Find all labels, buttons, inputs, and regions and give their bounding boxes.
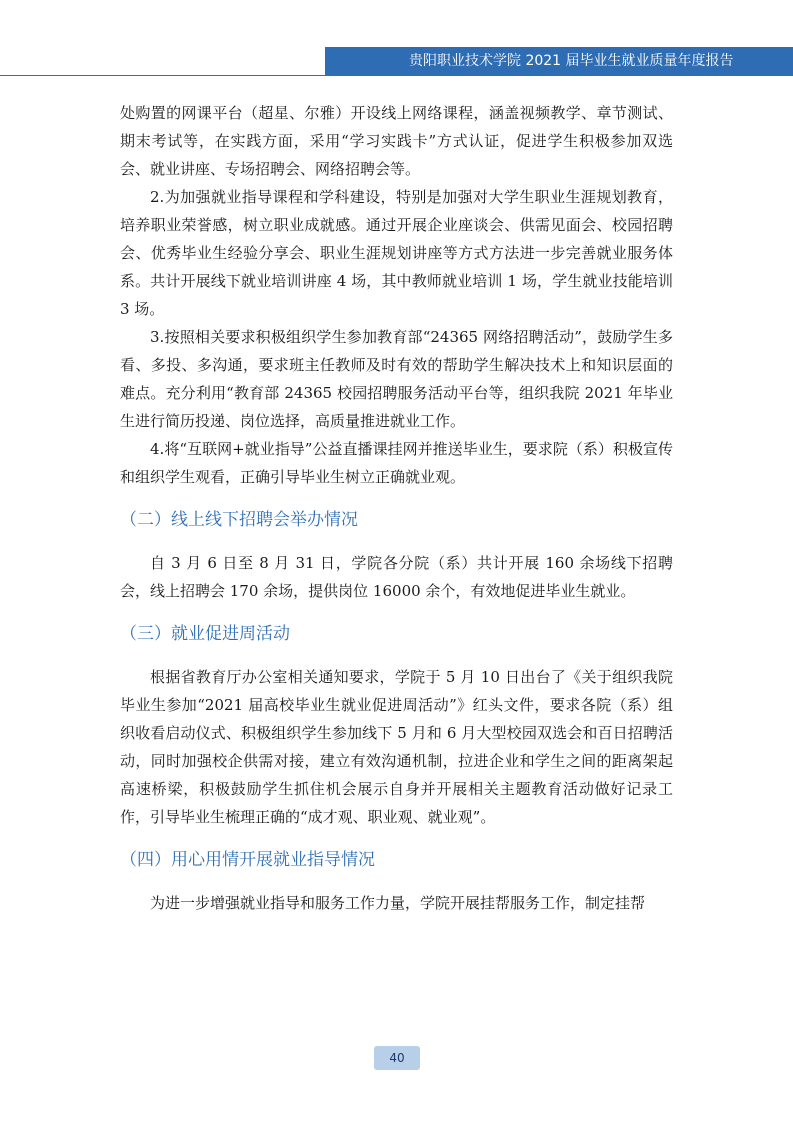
paragraph-item-2: 2.为加强就业指导课程和学科建设，特别是加强对大学生职业生涯规划教育，培养职业荣誉感，树立职业成就感。通过开展企业座谈会、供需见面会、校园招聘会、优秀毕业生经验分享会、职业生涯规划讲座等方式方法进一步完善就业服务体系。共计开展线下就业培训讲座 4 场，其中教师就业培训 1 场，学生就业技能培训 3 场。 (120, 188, 673, 318)
section-body-recruitment-fairs: 自 3 月 6 日至 8 月 31 日，学院各分院（系）共计开展 160 余场线下招聘会，线上招聘会 170 余场，提供岗位 16000 余个，有效地促进毕业生就业。 (120, 554, 673, 600)
section-title-employment-week: （三）就业促进周活动 (120, 624, 290, 644)
report-title: 贵阳职业技术学院 2021 届毕业生就业质量年度报告 (409, 53, 734, 69)
paragraph-continued: 处购置的网课平台（超星、尔雅）开设线上网络课程，涵盖视频教学、章节测试、期末考试等，在实践方面，采用“学习实践卡”方式认证，促进学生积极参加双选会、就业讲座、专场招聘会、网络招聘会等。 (120, 104, 673, 178)
page-number: 40 (374, 1046, 420, 1070)
paragraph-item-3: 3.按照相关要求积极组织学生参加教育部“24365 网络招聘活动”，鼓励学生多看、多投、多沟通，要求班主任教师及时有效的帮助学生解决技术上和知识层面的难点。充分利用“教育部 24365 校园招聘服务活动平台等，组织我院 2021 年毕业生进行简历投递、岗位选择，高质量推进就业工作。 (120, 328, 673, 430)
section-body-employment-week: 根据省教育厅办公室相关通知要求，学院于 5 月 10 日出台了《关于组织我院毕业生参加“2021 届高校毕业生就业促进周活动”》红头文件，要求各院（系）组织收看启动仪式、积极组织学生参加线下 5 月和 6 月大型校园双选会和百日招聘活动，同时加强校企供需对接，建立有效沟通机制，拉进企业和学生之间的距离架起高速桥梁，积极鼓励学生抓住机会展示自身并开展相关主题教育活动做好记录工作，引导毕业生梳理正确的“成才观、职业观、就业观”。 (120, 668, 673, 826)
paragraph-item-4: 4.将“互联网+就业指导”公益直播课挂网并推送毕业生，要求院（系）积极宣传和组织学生观看，正确引导毕业生树立正确就业观。 (120, 440, 673, 486)
section-title-recruitment-fairs: （二）线上线下招聘会举办情况 (120, 510, 358, 530)
header-divider (0, 75, 793, 76)
page-content (120, 99, 673, 917)
section-body-employment-guidance: 为进一步增强就业指导和服务工作力量，学院开展挂帮服务工作，制定挂帮 (150, 894, 646, 912)
section-title-employment-guidance: （四）用心用情开展就业指导情况 (120, 850, 375, 870)
report-header-bar (325, 47, 793, 75)
